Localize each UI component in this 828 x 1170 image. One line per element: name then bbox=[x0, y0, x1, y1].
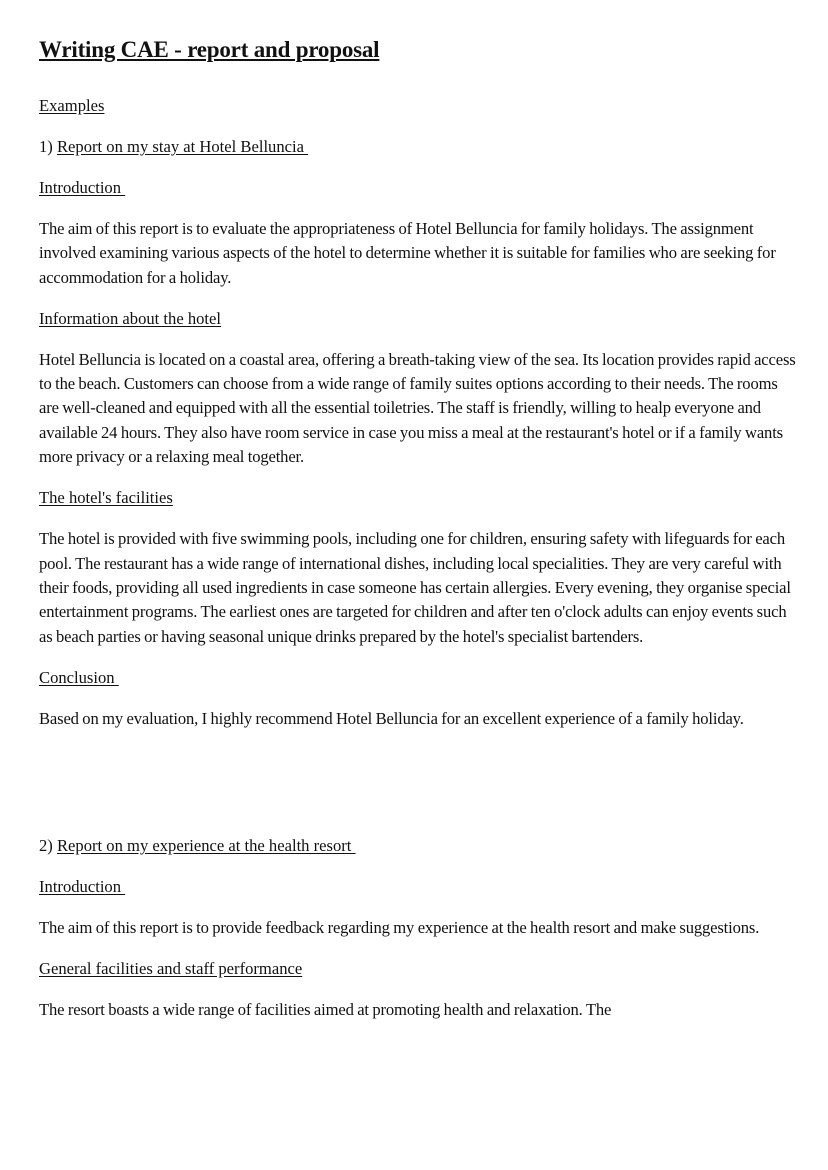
report-1-facilities-paragraph: The hotel is provided with five swimming pools, including one for children, ensuring safety with lifeguards for each pool. The restaurant has a wide range of international dishes, including local specialities. They are very careful with their foods, providing all used ingredients in case someone has certain allergies. Every evening, they organise special entertainment programs. The earliest ones are targeted for children and after ten o'clock adults can enjoy events such as beach parties or having seasonal unique drinks prepared by the hotel's specialist bartenders. bbox=[39, 529, 791, 646]
report-2-section-heading: Introduction bbox=[39, 877, 126, 897]
report-1-section-heading: Introduction bbox=[39, 178, 126, 197]
report-1-section-heading: The hotel's facilities bbox=[39, 488, 173, 508]
report-1-information-paragraph: Hotel Belluncia is located on a coastal area, offering a breath-taking view of the sea. Its location provides rapid access to the beach. Customers can choose from a wide range of family suites options according to their needs. The rooms are well-cleaned and equipped with all the essential toiletries. The staff is friendly, willing to healp everyone and available 24 hours. They also have room service in case you miss a meal at the restaurant's hotel or if a family wants more privacy or a relaxing meal together. bbox=[39, 349, 796, 467]
report-2-section-heading: General facilities and staff performance bbox=[39, 959, 303, 979]
report-1-title: Report on my stay at Hotel Belluncia bbox=[56, 137, 309, 156]
report-1-section-heading: Information about the hotel bbox=[39, 308, 222, 328]
report-1-heading bbox=[39, 135, 798, 159]
report-1-conclusion-paragraph: Based on my evaluation, I highly recommend Hotel Belluncia for an excellent experience of a family holiday. bbox=[39, 708, 744, 728]
report-2-title: Report on my experience at the health resort bbox=[56, 836, 356, 856]
report-1-number: 1) bbox=[39, 137, 57, 156]
report-1-section-heading: Conclusion bbox=[39, 667, 119, 687]
document-title: Writing CAE - report and proposal bbox=[39, 37, 380, 62]
report-2-intro-paragraph: The aim of this report is to provide feedback regarding my experience at the health resort and make suggestions. bbox=[39, 918, 760, 938]
examples-label: Examples bbox=[39, 96, 105, 115]
report-2-number: 2) bbox=[39, 836, 57, 856]
report-2-heading bbox=[39, 834, 798, 858]
report-1-intro-paragraph: The aim of this report is to evaluate the appropriateness of Hotel Belluncia for family holidays. The assignment involved examining various aspects of the hotel to determine whether it is suitable for families who are seeking for accommodation for a holiday. bbox=[39, 219, 776, 287]
report-2-facilities-paragraph: The resort boasts a wide range of facilities aimed at promoting health and relaxation. The bbox=[39, 1000, 612, 1020]
